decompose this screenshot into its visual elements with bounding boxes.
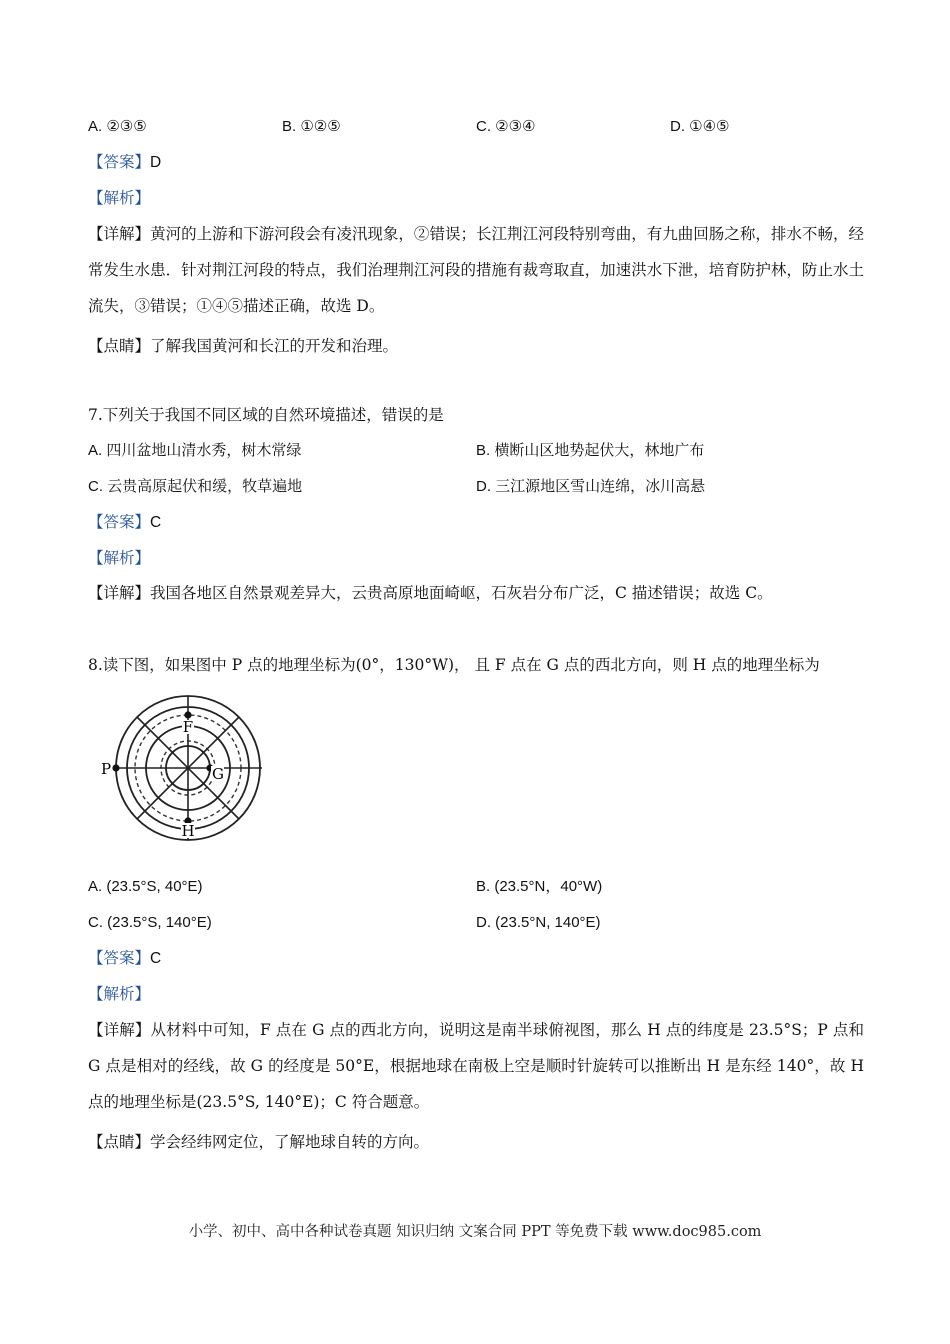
q8-comment bbox=[88, 1131, 429, 1153]
q6-comment bbox=[88, 335, 398, 357]
q7-stem: 7.下列关于我国不同区域的自然环境描述，错误的是 bbox=[88, 406, 444, 424]
label-h: H bbox=[181, 822, 195, 840]
q8-option-d: D. (23.5°N, 140°E) bbox=[476, 914, 601, 931]
label-f: F bbox=[182, 718, 194, 736]
q8-option-a: A. (23.5°S, 40°E) bbox=[88, 878, 203, 895]
detail-tag: 【详解】 bbox=[88, 584, 151, 602]
q6-detail bbox=[88, 216, 864, 324]
q7-option-b: B. 横断山区地势起伏大，林地广布 bbox=[476, 442, 705, 459]
answer-value: C bbox=[150, 514, 162, 531]
comment-text: 学会经纬网定位，了解地球自转的方向。 bbox=[150, 1133, 430, 1151]
detail-text: 从材料中可知，F 点在 G 点的西北方向，说明这是南半球俯视图，那么 H 点的纬度是 23.5°S；P 点和 G 点是相对的经线，故 G 的经度是 50°E，根据地球在南极上空是顺时针旋转可以推断出 H 是东经 140°，故 H 点的地理坐标是(23.5°S, 140°E)；C 符合题意。 bbox=[88, 1021, 864, 1111]
label-p: P bbox=[100, 760, 112, 778]
comment-text: 了解我国黄河和长江的开发和治理。 bbox=[150, 337, 399, 355]
point-p bbox=[112, 764, 119, 771]
q8-stem: 8.读下图，如果图中 P 点的地理坐标为(0°，130°W)， 且 F 点在 G 点的西北方向，则 H 点的地理坐标为 bbox=[88, 656, 820, 674]
detail-text: 黄河的上游和下游河段会有凌汛现象，②错误；长江荆江河段特别弯曲，有九曲回肠之称，排水不畅，经常发生水患．针对荆江河段的特点，我们治理荆江河段的措施有裁弯取直，加速洪水下泄，培育防护林，防止水土流失，③错误；①④⑤描述正确，故选 D。 bbox=[88, 225, 864, 315]
q6-option-a: A. ②③⑤ bbox=[88, 118, 147, 135]
answer-value: C bbox=[150, 950, 162, 967]
label-g: G bbox=[212, 765, 224, 783]
q6-answer-line bbox=[88, 152, 161, 174]
answer-tag: 【答案】 bbox=[88, 950, 151, 967]
q6-option-d: D. ①④⑤ bbox=[670, 118, 730, 135]
q8-detail bbox=[88, 1012, 864, 1120]
comment-tag: 【点睛】 bbox=[88, 337, 151, 355]
q7-option-c: C. 云贵高原起伏和缓，牧草遍地 bbox=[88, 478, 303, 495]
q6-option-b: B. ①②⑤ bbox=[282, 118, 341, 135]
detail-tag: 【详解】 bbox=[88, 225, 151, 243]
detail-text: 我国各地区自然景观差异大，云贵高原地面崎岖，石灰岩分布广泛，C 描述错误；故选 C。 bbox=[150, 584, 773, 602]
answer-tag: 【答案】 bbox=[88, 514, 151, 531]
q7-answer-line bbox=[88, 512, 161, 534]
answer-value: D bbox=[150, 154, 162, 171]
q6-option-c: C. ②③④ bbox=[476, 118, 536, 135]
comment-tag: 【点睛】 bbox=[88, 1133, 151, 1151]
q7-option-a: A. 四川盆地山清水秀，树木常绿 bbox=[88, 442, 302, 459]
q8-analysis-tag: 【解析】 bbox=[88, 986, 151, 1003]
q7-analysis-tag: 【解析】 bbox=[88, 550, 151, 567]
q8-option-b: B. (23.5°N，40°W) bbox=[476, 878, 603, 895]
answer-tag: 【答案】 bbox=[88, 154, 151, 171]
q7-option-d: D. 三江源地区雪山连绵，冰川高悬 bbox=[476, 478, 706, 495]
detail-tag: 【详解】 bbox=[88, 1021, 151, 1039]
q8-option-c: C. (23.5°S, 140°E) bbox=[88, 914, 212, 931]
polar-projection-diagram bbox=[92, 686, 272, 844]
page-footer: 小学、初中、高中各种试卷真题 知识归纳 文案合同 PPT 等免费下载 www.doc985.com bbox=[188, 1224, 762, 1240]
q8-answer-line bbox=[88, 948, 161, 970]
q7-detail bbox=[88, 582, 773, 604]
q6-analysis-tag: 【解析】 bbox=[88, 190, 151, 207]
